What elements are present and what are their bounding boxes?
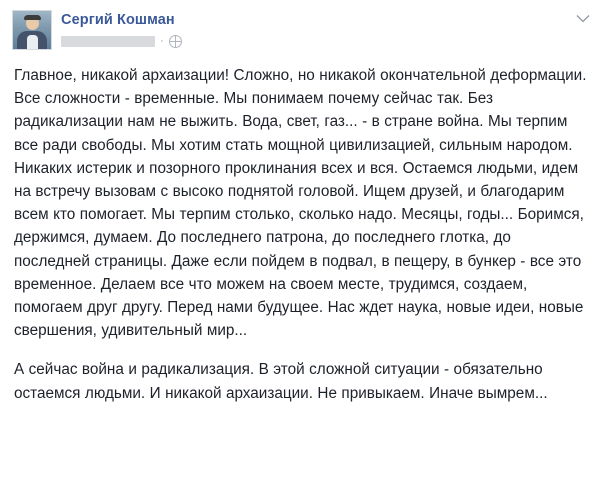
post-body (0, 50, 604, 405)
avatar[interactable] (12, 10, 52, 50)
post-meta (61, 34, 182, 48)
post-timestamp-redacted[interactable] (61, 36, 155, 47)
chevron-down-icon[interactable] (576, 14, 590, 23)
globe-icon[interactable] (169, 35, 182, 48)
avatar-hat (24, 15, 41, 20)
post-paragraph: Главное, никакой архаизации! Сложно, но никакой окончательной деформации. Все сложности - временные. Мы понимаем почему сейчас так. Без радикализации нам не выжить. Вода, свет, газ... - в стране война. Мы терпим все ради свободы. Мы хотим стать мощной цивилизацией, сильным народом. Никаких истерик и позорного проклинания всех и вся. Остаемся людьми, идем на встречу вызовам с высоко поднятой головой. Ищем друзей, и благодарим всем кто помогает. Мы терпим столько, сколько надо. Месяцы, годы... Боримся, держимся, думаем. До последнего патрона, до последнего глотка, до последней страницы. Даже если пойдем в подвал, в пещеру, в бункер - все это временное. Делаем все что можем на своем месте, трудимся, создаем, помогаем друг другу. Перед нами будущее. Нас ждет наука, новые идеи, новые свершения, удивительный мир... (14, 67, 587, 340)
post-author-link[interactable]: Сергий Кошман (61, 12, 175, 28)
avatar-shirt (27, 35, 38, 49)
post-paragraph: А сейчас война и радикализация. В этой сложной ситуации - обязательно остаемся людьми. И никакой архаизации. Не привыкаем. Иначе вымрем... (14, 361, 548, 402)
meta-separator: · (160, 34, 164, 47)
post-header (0, 0, 604, 50)
post-header-text (61, 10, 182, 48)
